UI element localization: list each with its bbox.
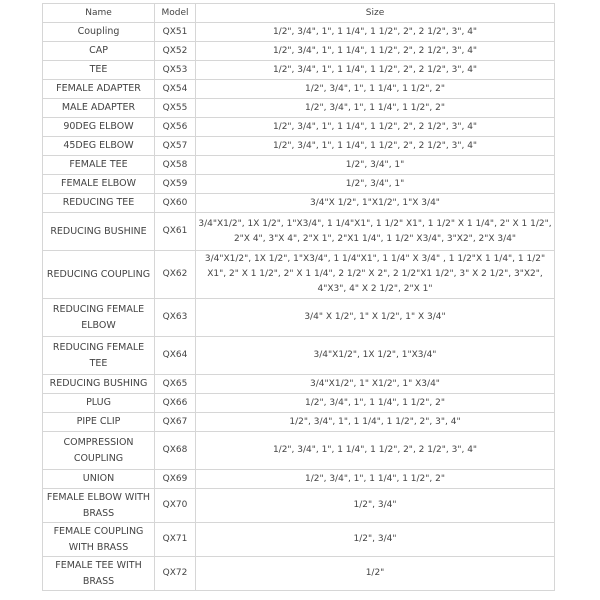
name-cell: REDUCING BUSHINE [43,213,155,251]
model-cell: QX58 [155,156,196,175]
model-cell: QX60 [155,194,196,213]
name-cell: FEMALE ELBOW [43,175,155,194]
size-cell: 1/2", 3/4", 1", 1 1/4", 1 1/2", 2", 2 1/2", 3", 4" [196,23,555,42]
size-cell: 1/2", 3/4", 1", 1 1/4", 1 1/2", 2" [196,394,555,413]
product-size-table-container [42,3,554,591]
name-cell: 45DEG ELBOW [43,137,155,156]
model-cell: QX70 [155,489,196,523]
size-cell: 1/2", 3/4", 1" [196,175,555,194]
name-cell: UNION [43,470,155,489]
size-cell: 1/2", 3/4", 1", 1 1/4", 1 1/2", 2", 2 1/2", 3", 4" [196,118,555,137]
name-cell: FEMALE ADAPTER [43,80,155,99]
model-cell: QX55 [155,99,196,118]
table-row [43,42,555,61]
table-row [43,557,555,591]
size-cell: 1/2", 3/4", 1", 1 1/4", 1 1/2", 2", 2 1/2", 3", 4" [196,432,555,470]
model-cell: QX63 [155,299,196,337]
model-cell: QX68 [155,432,196,470]
name-cell: 90DEG ELBOW [43,118,155,137]
table-row [43,23,555,42]
table-row [43,99,555,118]
header-model: Model [155,4,196,23]
name-cell: FEMALE TEE [43,156,155,175]
name-cell: CAP [43,42,155,61]
name-cell: REDUCING COUPLING [43,251,155,299]
table-row [43,137,555,156]
size-cell: 1/2", 3/4", 1", 1 1/4", 1 1/2", 2", 2 1/2", 3", 4" [196,61,555,80]
size-cell: 1/2", 3/4", 1", 1 1/4", 1 1/2", 2" [196,470,555,489]
table-row [43,470,555,489]
model-cell: QX59 [155,175,196,194]
size-cell: 3/4"X1/2", 1X 1/2", 1"X3/4", 1 1/4"X1", 1 1/4" X 3/4" , 1 1/2"X 1 1/4", 1 1/2" X1", 2" X 1 1/2", 2" X 1 1/4", 2 1/2" X 2", 2 1/2"X1 1/2", 3" X 2 1/2", 3"X2", 4"X3", 4" X 2 1/2", 2"X 1" [196,251,555,299]
model-cell: QX64 [155,337,196,375]
name-cell: REDUCING BUSHING [43,375,155,394]
size-cell: 3/4"X1/2", 1" X1/2", 1" X3/4" [196,375,555,394]
table-row [43,413,555,432]
model-cell: QX71 [155,523,196,557]
table-body [43,23,555,591]
model-cell: QX61 [155,213,196,251]
name-cell: MALE ADAPTER [43,99,155,118]
size-cell: 1/2", 3/4", 1", 1 1/4", 1 1/2", 2", 2 1/2", 3", 4" [196,42,555,61]
name-cell: PIPE CLIP [43,413,155,432]
table-row [43,118,555,137]
table-row [43,194,555,213]
size-cell: 3/4"X 1/2", 1"X1/2", 1"X 3/4" [196,194,555,213]
model-cell: QX56 [155,118,196,137]
table-row [43,213,555,251]
model-cell: QX53 [155,61,196,80]
model-cell: QX62 [155,251,196,299]
name-cell: REDUCING FEMALE TEE [43,337,155,375]
model-cell: QX69 [155,470,196,489]
size-cell: 1/2", 3/4", 1", 1 1/4", 1 1/2", 2" [196,80,555,99]
table-row [43,61,555,80]
table-row [43,394,555,413]
name-cell: REDUCING TEE [43,194,155,213]
table-row [43,432,555,470]
header-size: Size [196,4,555,23]
size-cell: 1/2", 3/4", 1" [196,156,555,175]
name-cell: FEMALE COUPLING WITH BRASS [43,523,155,557]
model-cell: QX51 [155,23,196,42]
model-cell: QX72 [155,557,196,591]
size-cell: 3/4" X 1/2", 1" X 1/2", 1" X 3/4" [196,299,555,337]
model-cell: QX66 [155,394,196,413]
table-row [43,375,555,394]
name-cell: REDUCING FEMALE ELBOW [43,299,155,337]
model-cell: QX65 [155,375,196,394]
size-cell: 1/2", 3/4" [196,489,555,523]
size-cell: 1/2", 3/4" [196,523,555,557]
name-cell: TEE [43,61,155,80]
name-cell: FEMALE ELBOW WITH BRASS [43,489,155,523]
model-cell: QX57 [155,137,196,156]
table-row [43,251,555,299]
size-cell: 1/2" [196,557,555,591]
name-cell: COMPRESSION COUPLING [43,432,155,470]
table-row [43,80,555,99]
table-row [43,299,555,337]
table-row [43,156,555,175]
size-cell: 1/2", 3/4", 1", 1 1/4", 1 1/2", 2", 2 1/2", 3", 4" [196,137,555,156]
name-cell: Coupling [43,23,155,42]
size-cell: 1/2", 3/4", 1", 1 1/4", 1 1/2", 2" [196,99,555,118]
header-name: Name [43,4,155,23]
table-row [43,489,555,523]
model-cell: QX67 [155,413,196,432]
table-row [43,523,555,557]
name-cell: FEMALE TEE WITH BRASS [43,557,155,591]
table-row [43,175,555,194]
table-row [43,337,555,375]
model-cell: QX54 [155,80,196,99]
product-size-table [42,3,555,591]
size-cell: 3/4"X1/2", 1X 1/2", 1"X3/4" [196,337,555,375]
name-cell: PLUG [43,394,155,413]
size-cell: 3/4"X1/2", 1X 1/2", 1"X3/4", 1 1/4"X1", 1 1/2" X1", 1 1/2" X 1 1/4", 2" X 1 1/2", 2"X 4", 3"X 4", 2"X 1", 2"X1 1/4", 1 1/2" X3/4", 3"X2", 2"X 3/4" [196,213,555,251]
model-cell: QX52 [155,42,196,61]
size-cell: 1/2", 3/4", 1", 1 1/4", 1 1/2", 2", 3", 4" [196,413,555,432]
table-header-row [43,4,555,23]
